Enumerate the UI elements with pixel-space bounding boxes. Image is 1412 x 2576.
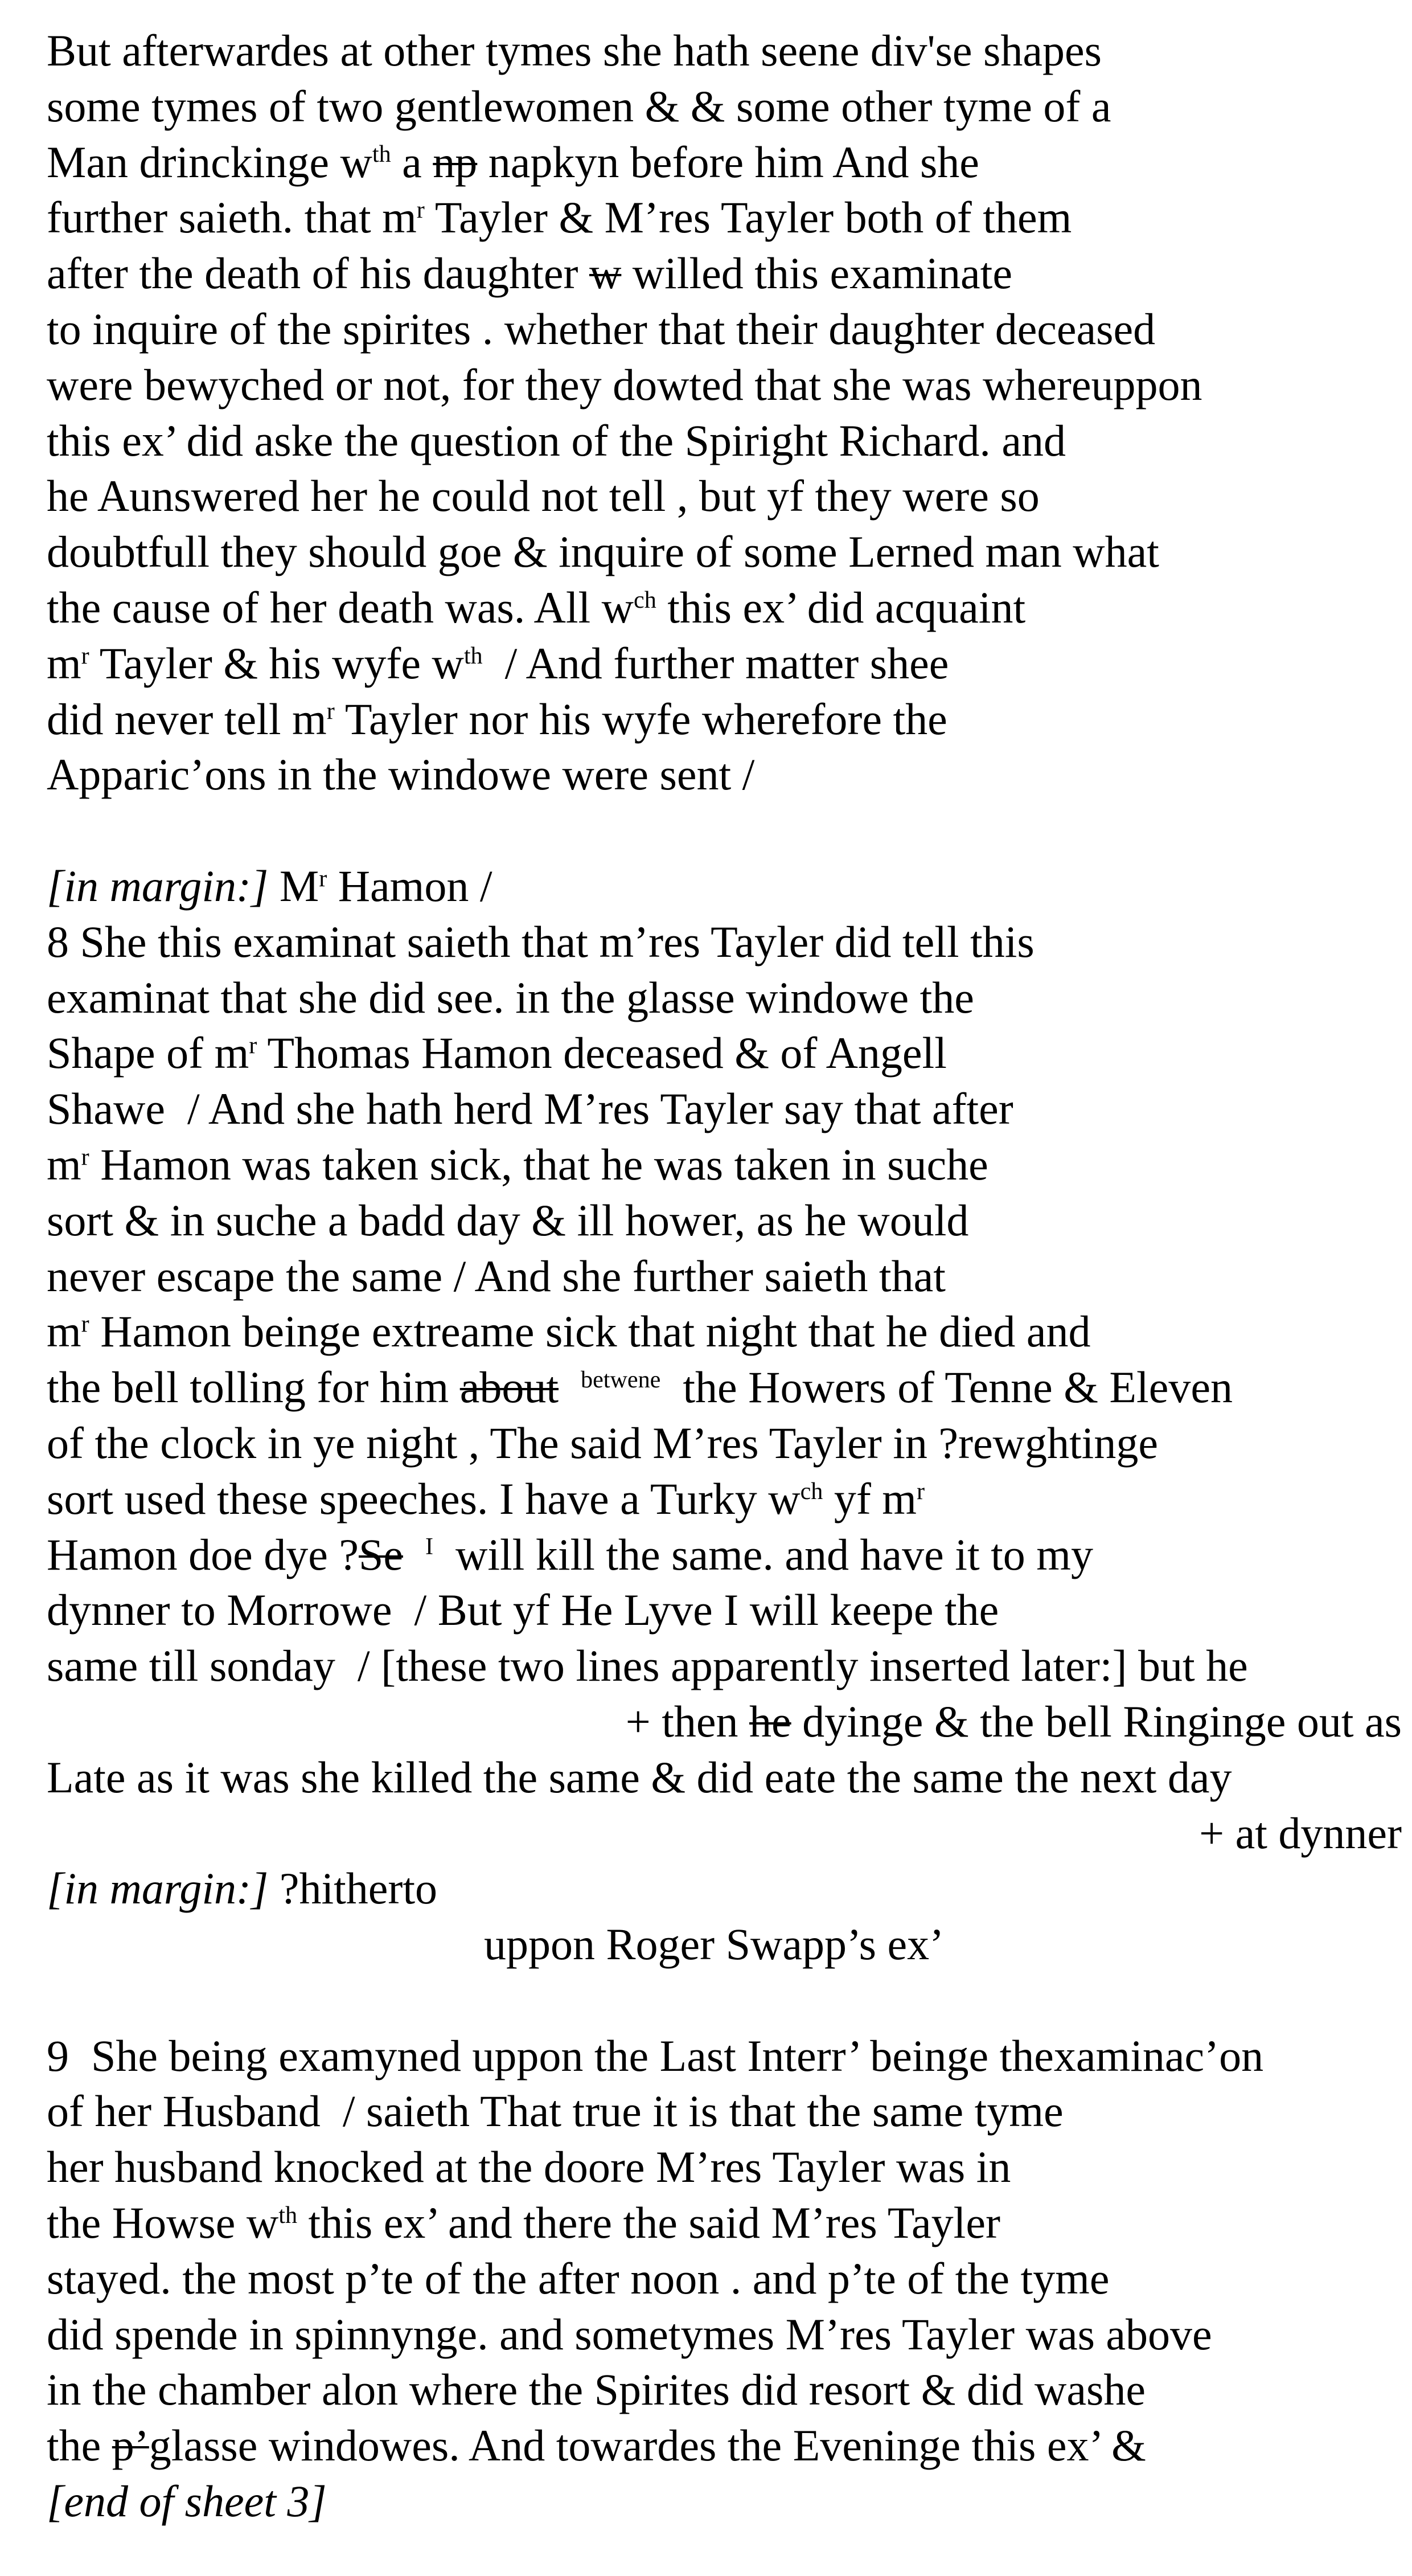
text-line: 9 She being examyned uppon the Last Interr’ beinge thexaminac’on bbox=[47, 2030, 1264, 2081]
blank-line bbox=[47, 1972, 1402, 2028]
text-line: did never tell $m^r$ Tayler nor his wyfe wherefore the bbox=[47, 694, 947, 744]
text-line: sort & in suche a badd day & ill hower, as he would bbox=[47, 1195, 969, 1245]
text-line: some tymes of two gentlewomen & & some other tyme of a bbox=[47, 81, 1111, 131]
text-line: same till sonday / [these two lines apparently inserted later:] but he bbox=[47, 1641, 1248, 1691]
text-line: were bewyched or not, for they dowted that she was whereuppon bbox=[47, 359, 1202, 409]
text-line: 8 She this examinat saieth that m’res Tayler did tell this bbox=[47, 916, 1035, 966]
text-line: the bell tolling for him about $^{betwene}$ the Howers of Tenne & Eleven bbox=[47, 1362, 1233, 1412]
transcription-document bbox=[47, 23, 1402, 2529]
text-line: after the death of his daughter w willed this examinate bbox=[47, 248, 1012, 298]
text-line: stayed. the most p’te of the after noon . and p’te of the tyme bbox=[47, 2253, 1110, 2303]
text-line: Apparic’ons in the windowe were sent / bbox=[47, 750, 755, 800]
text-line: further saieth. that $m^r$ Tayler & M’res Tayler both of them bbox=[47, 193, 1072, 243]
text-line: sort used these speeches. I have a Turky $w^{ch}$ yf $m^r$ bbox=[47, 1473, 925, 1524]
text-line: Shawe / And she hath herd M’res Tayler say that after bbox=[47, 1084, 1013, 1134]
text-line: did spende in spinnynge. and sometymes M’res Tayler was above bbox=[47, 2309, 1212, 2359]
struck-text: Se bbox=[358, 1529, 403, 1579]
text-line: Shape of $m^r$ Thomas Hamon deceased & of Angell bbox=[47, 1028, 947, 1078]
blank-line bbox=[47, 802, 1402, 858]
end-of-sheet-note: [end of sheet 3] bbox=[47, 2476, 327, 2526]
interlinear-insertion: betwene bbox=[581, 1366, 661, 1394]
text-line: But afterwardes at other tymes she hath seene div'se shapes bbox=[47, 26, 1102, 75]
text-line: this ex’ did aske the question of the Spiright Richard. and bbox=[47, 415, 1066, 465]
text-line: in the chamber alon where the Spirites did resort & did washe bbox=[47, 2365, 1146, 2415]
text-line: Man drinckinge $w^{th}$ a np napkyn before him And she bbox=[47, 137, 979, 187]
text-line: her husband knocked at the doore M’res Tayler was in bbox=[47, 2142, 1011, 2192]
text-line: Hamon doe dye ?Se $^I$ will kill the same. and have it to my bbox=[47, 1529, 1093, 1579]
struck-text: p’ bbox=[112, 2421, 149, 2471]
struck-text: about bbox=[459, 1362, 559, 1412]
margin-note: [in margin:] $M^r$ Hamon / bbox=[47, 861, 492, 911]
text-line: Late as it was she killed the same & did eate the same the next day bbox=[47, 1752, 1232, 1802]
text-line: + then he dyinge & the bell Ringinge out as bbox=[625, 1696, 1402, 1746]
margin-note: [in margin:] ?hitherto bbox=[47, 1864, 438, 1914]
text-line: never escape the same / And she further saieth that bbox=[47, 1251, 946, 1301]
text-line: doubtfull they should goe & inquire of some Lerned man what bbox=[47, 527, 1159, 577]
interlinear-insertion: I bbox=[425, 1533, 434, 1561]
text-line: $m^r$ Tayler & his wyfe $w^{th}$ / And further matter shee bbox=[47, 638, 949, 688]
text-line: $m^r$ Hamon beinge extreame sick that night that he died and bbox=[47, 1307, 1091, 1357]
struck-text: he bbox=[749, 1696, 791, 1746]
struck-text: np bbox=[433, 137, 478, 187]
struck-text: w bbox=[589, 248, 622, 298]
text-line: $m^r$ Hamon was taken sick, that he was taken in suche bbox=[47, 1139, 988, 1189]
text-line: to inquire of the spirites . whether that their daughter deceased bbox=[47, 304, 1156, 354]
text-line: the cause of her death was. All $w^{ch}$ this ex’ did acquaint bbox=[47, 582, 1026, 632]
text-line: of the clock in ye night , The said M’res Tayler in ?rewghtinge bbox=[47, 1418, 1158, 1468]
text-line: examinat that she did see. in the glasse windowe the bbox=[47, 972, 974, 1022]
text-line: dynner to Morrowe / But yf He Lyve I will keepe the bbox=[47, 1585, 999, 1635]
text-line: uppon Roger Swapp’s ex’ bbox=[484, 1919, 945, 1969]
text-line: the Howse $w^{th}$ this ex’ and there the said M’res Tayler bbox=[47, 2198, 1000, 2248]
text-line: the p’glasse windowes. And towardes the Eveninge this ex’ & bbox=[47, 2421, 1146, 2471]
text-line: + at dynner bbox=[1199, 1808, 1402, 1858]
text-line: of her Husband / saieth That true it is that the same tyme bbox=[47, 2086, 1064, 2136]
text-line: he Aunswered her he could not tell , but yf they were so bbox=[47, 471, 1040, 521]
